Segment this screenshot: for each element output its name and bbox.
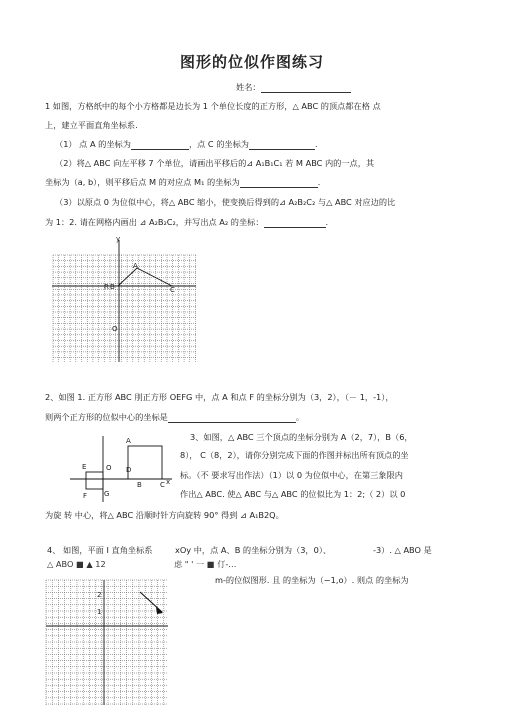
q4-tick-2: 2 <box>97 591 102 599</box>
q3-line4: 作出△ ABC. 使△ ABC 与△ ABC 的位似比为 1：2;（ 2）以 0 <box>180 489 406 499</box>
q4-line2-b: 虑 " ' 一 ■ 仃-… <box>174 559 237 569</box>
page-title: 图形的位似作图练习 <box>180 53 325 71</box>
q1-p1-text-a: （1） 点 A 的坐标为 <box>55 139 131 149</box>
q3-line3: 标。（不 要求写出作法）（1）以 0 为位似中心，在第三象限内 <box>180 470 403 480</box>
q1-p2-text-d: . <box>317 177 321 187</box>
q1-line1: 1 如图，方格纸中的每个小方格都是边长为 1 个单位长度的正方形，△ ABC 的顶点都在格 点 <box>45 101 381 111</box>
q1-label-y: y <box>116 235 121 243</box>
q2-line2-text: 则两个正方形的位似中心的坐标是 <box>45 412 168 422</box>
q2-label-b: B <box>137 481 142 489</box>
q1-p3-text-c: . <box>325 217 329 227</box>
q4-line1-b: xOy 中，点 A、B 的坐标分别为（3，0）、 <box>175 545 332 555</box>
q1-p2-text-b: ⊿ A₁B₁C₁ 若 M ABC 内的一点，其 <box>246 158 375 168</box>
q1-p1-text-b: ，点 C 的坐标为 <box>188 139 249 149</box>
q1-p1-text-c: . <box>315 139 318 149</box>
q3-line2: 8）， C（8，2），请你分别完成下面的作图并标出所有顶点的坐 <box>180 450 409 460</box>
q2-label-o: O <box>106 464 112 472</box>
q2-label-x: x <box>166 478 171 486</box>
q4-line3: m-的位似图形. 且 的坐标为（−1,o）. 则点 的坐标为 <box>215 575 409 585</box>
q3-line5: 为旋 转 中心，将△ ABC 沿顺时针方向旋转 90° 得到 ⊿ A₁B2Q。 <box>45 510 284 520</box>
q1-label-o: O <box>112 325 118 333</box>
q1-label-c: C <box>170 286 175 294</box>
q2-label-g: G <box>104 490 110 498</box>
q2-label-a: A <box>126 437 131 445</box>
q4-segment <box>140 592 162 612</box>
q2-line1: 2、如图 1. 正方形 ABC 刖正方形 OEFG 中，点 A 和点 F 的坐标分别为（3，2），（－ 1，-1）， <box>45 392 394 402</box>
q4-tick-1: 1 <box>97 608 102 616</box>
q1-line2: 上，建立平面直角坐标系. <box>45 120 138 130</box>
name-label: 姓名： <box>236 82 261 92</box>
q2-label-f: F <box>83 492 88 500</box>
q2-label-e: E <box>82 463 87 471</box>
q4-grid-lines <box>46 580 168 705</box>
q1-label-r: R <box>104 283 109 291</box>
q1-label-a: A <box>133 262 138 270</box>
q2-line2-end: 。 <box>295 412 305 422</box>
q3-line1: 3、如图，△ ABC 三个顶点的坐标分别为 A（2，7），B（6， <box>190 432 413 442</box>
q2-label-d: D <box>126 466 132 474</box>
q1-p3-text-b: 为 1：2. 请在网格内画出 ⊿ A₂B₂C₂，并写出点 A₂ 的坐标： <box>45 217 264 227</box>
q4-arrow-head <box>156 607 163 614</box>
q1-label-b: B <box>110 283 115 291</box>
q1-p2-text-a: （2）将△ ABC 向左平移 7 个单位，请画出平移后的 <box>55 158 247 168</box>
q4-line2-a: △ ABO ■ ▲ 12 <box>47 559 106 569</box>
q4-line1-a: 4、 如图，平面 I 直角坐标系 <box>47 545 153 555</box>
q1-part3: （3）以原点 0 为位似中心，将△ ABC 缩小，使变换后得到的⊿ A₂B₂C₂ 与△ ABC 对应边的比 <box>55 197 396 207</box>
q4-line1-c: -3）. △ ABO 是 <box>373 545 432 555</box>
q2-label-c: C <box>160 481 165 489</box>
q1-p2-text-c: 坐标为（a, b），则平移后点 M 的对应点 M₁ 的坐标为 <box>45 177 240 187</box>
